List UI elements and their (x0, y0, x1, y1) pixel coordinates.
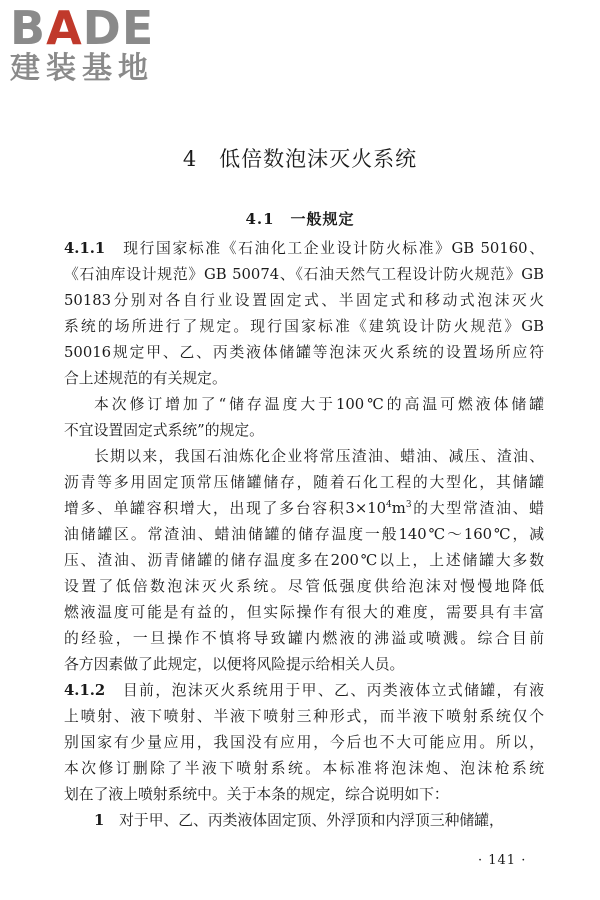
line-text: 50016规定甲、乙、丙类液体储罐等泡沫灭火系统的设置场所应符 (64, 344, 544, 361)
clause-number: 4.1.1 (64, 240, 106, 257)
line-text: 《石油库设计规范》GB 50074、《石油天然气工程设计防火规范》GB (64, 266, 544, 283)
line-text: 的经验，一旦操作不慎将导致罐内燃液的沸溢或喷溅。综合目前 (64, 630, 544, 647)
text-line (64, 418, 544, 444)
text-line (64, 808, 544, 834)
line-text: 各方因素做了此规定，以便将风险提示给相关人员。 (64, 656, 405, 673)
line-text: 油储罐区。常渣油、蜡油储罐的储存温度一般140℃～160℃，减 (64, 526, 544, 543)
text-line (64, 314, 544, 340)
text-line (64, 496, 544, 522)
superscript: 3 (405, 500, 412, 511)
line-text: 设置了低倍数泡沫灭火系统。尽管低强度供给泡沫对慢慢地降低 (64, 578, 544, 595)
text-line (64, 236, 544, 262)
line-text: 目前，泡沫灭火系统用于甲、乙、丙类液体立式储罐，有液 (105, 682, 544, 699)
line-text: m (391, 500, 406, 517)
text-line (64, 548, 544, 574)
text-line (64, 730, 544, 756)
text-line (64, 340, 544, 366)
text-line (64, 756, 544, 782)
text-line (64, 652, 544, 678)
text-line (64, 626, 544, 652)
text-line (64, 392, 544, 418)
text-line (64, 444, 544, 470)
section-title: 4.1 一般规定 (245, 210, 355, 228)
superscript: 4 (386, 500, 392, 511)
line-text: 增多、单罐容积增大，出现了多台容积3×10 (64, 500, 387, 517)
line-text: 划在了液上喷射系统中。关于本条的规定，综合说明如下： (64, 786, 449, 803)
body-text (64, 236, 544, 834)
line-text: 的大型常渣油、蜡 (411, 500, 544, 517)
logo-subtitle: 建装基地 (10, 51, 154, 86)
line-text: 现行国家标准《石油化工企业设计防火标准》GB 50160、 (105, 240, 544, 257)
line-text: 燃液温度可能是有益的，但实际操作有很大的难度，需要具有丰富 (64, 604, 544, 621)
line-text: 沥青等多用固定顶常压储罐储存，随着石化工程的大型化，其储罐 (64, 474, 544, 491)
line-text: 系统的场所进行了规定。现行国家标准《建筑设计防火规范》GB (64, 318, 544, 335)
text-line (64, 522, 544, 548)
logo-wordmark: BADE (10, 1, 155, 55)
line-text: 别国家有少量应用，我国没有应用，今后也不大可能应用。所以， (64, 734, 544, 751)
text-line (64, 262, 544, 288)
chapter-title: 4 低倍数泡沫灭火系统 (182, 147, 418, 171)
line-text: 本次修订删除了半液下喷射系统。本标准将泡沫炮、泡沫枪系统 (64, 760, 544, 777)
text-line (64, 704, 544, 730)
line-text: 压、渣油、沥青储罐的储存温度多在200℃以上，上述储罐大多数 (64, 552, 544, 569)
page-number: · 141 · (478, 853, 527, 868)
bade-logo (10, 2, 180, 92)
text-line (64, 678, 544, 704)
text-line (64, 600, 544, 626)
text-line (64, 574, 544, 600)
text-line (64, 782, 544, 808)
line-text: 对于甲、乙、丙类液体固定顶、外浮顶和内浮顶三种储罐， (104, 812, 504, 829)
line-text: 50183分别对各自行业设置固定式、半固定式和移动式泡沫灭火 (64, 292, 544, 309)
line-text: 上喷射、液下喷射、半液下喷射三种形式，而半液下喷射系统仅个 (64, 708, 544, 725)
text-line (64, 288, 544, 314)
line-text: 合上述规范的有关规定。 (64, 370, 227, 387)
text-line (64, 470, 544, 496)
line-text: 本次修订增加了“储存温度大于100℃的高温可燃液体储罐 (94, 396, 544, 413)
clause-number: 1 (94, 812, 105, 829)
text-line (64, 366, 544, 392)
clause-number: 4.1.2 (64, 682, 106, 699)
line-text: 长期以来，我国石油炼化企业将常压渣油、蜡油、减压、渣油、 (94, 448, 544, 465)
line-text: 不宜设置固定式系统”的规定。 (64, 422, 264, 439)
